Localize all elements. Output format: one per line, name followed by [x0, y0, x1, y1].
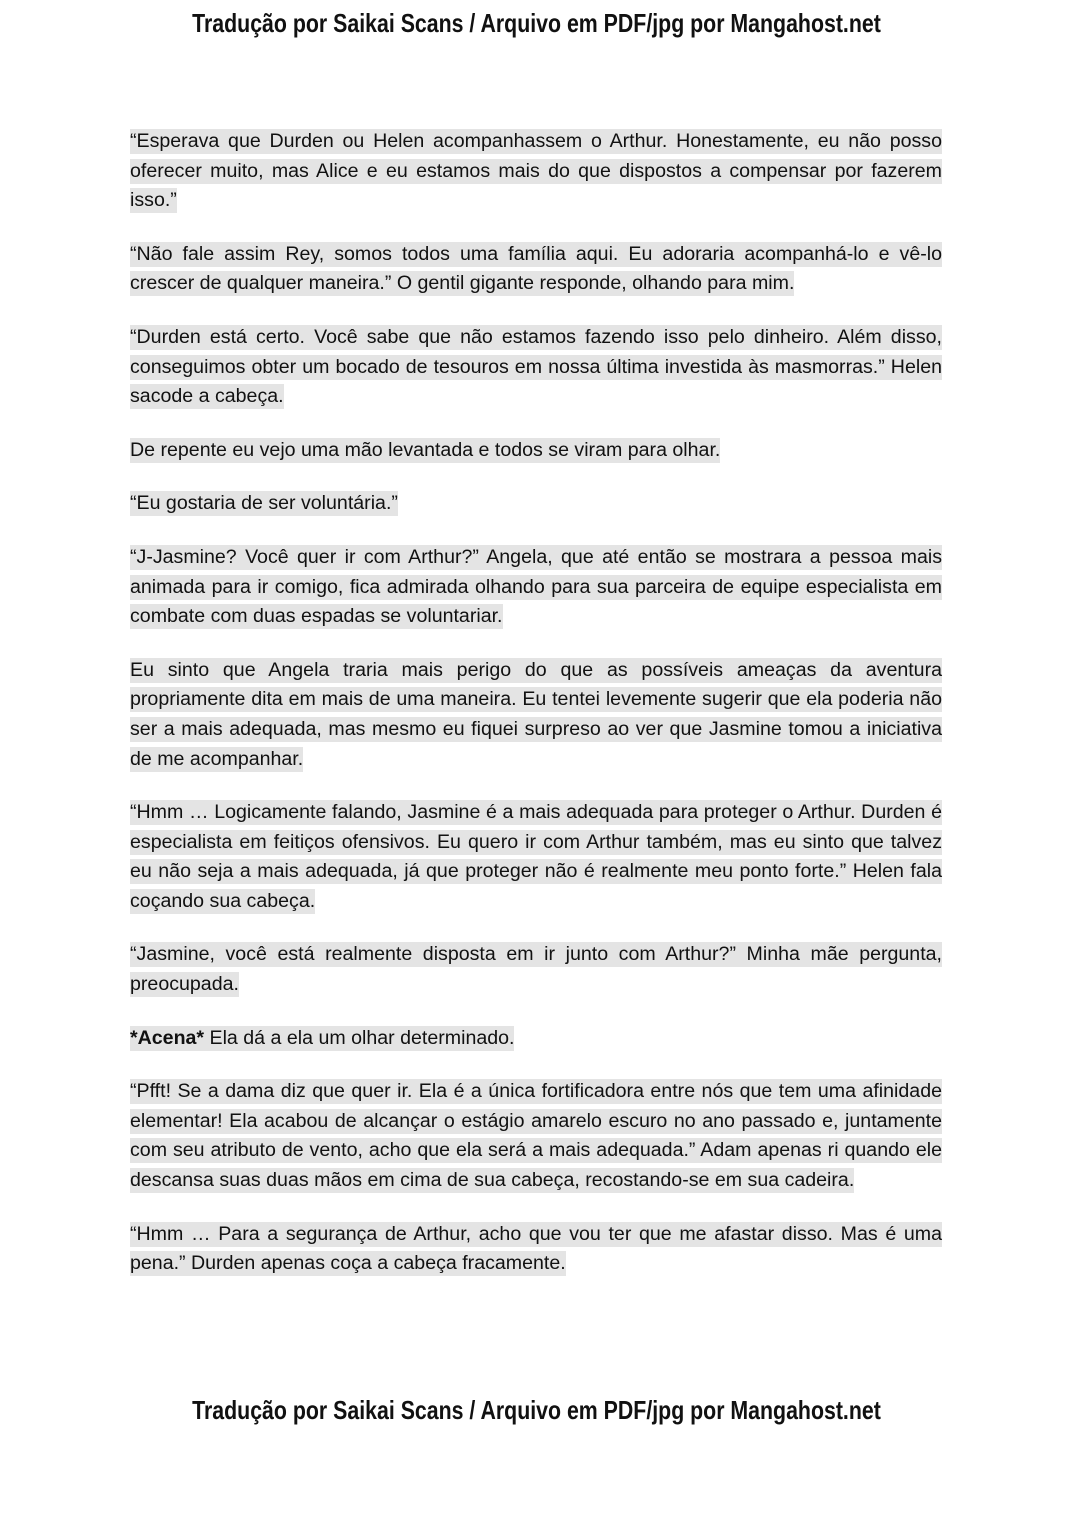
action-rest: Ela dá a ela um olhar determinado. [204, 1026, 515, 1049]
action-text: *Acena* [130, 1026, 205, 1049]
header-banner: Tradução por Saikai Scans / Arquivo em PDF/jpg por Mangahost.net [192, 8, 881, 38]
paragraph-11: “Pfft! Se a dama diz que quer ir. Ela é a única fortificadora entre nós que tem uma afinidade elementar! Ela acabou de alcançar o estágio amarelo escuro no ano passado e, juntamente com seu atributo de vento, acho que ela será a mais adequada.” Adam apenas ri quando ele descansa suas duas mãos em cima de sua cabeça, recostando-se em sua cadeira. [130, 1080, 942, 1192]
document-body [130, 127, 942, 1303]
paragraph-3: “Durden está certo. Você sabe que não estamos fazendo isso pelo dinheiro. Além disso, conseguimos obter um bocado de tesouros em nossa última investida às masmorras.” Helen sacode a cabeça. [130, 325, 942, 408]
paragraph-9: “Jasmine, você está realmente disposta em ir junto com Arthur?” Minha mãe pergunta, preocupada. [130, 943, 942, 996]
paragraph-6: “J-Jasmine? Você quer ir com Arthur?” Angela, que até então se mostrara a pessoa mais animada para ir comigo, fica admirada olhando para sua parceira de equipe especialista em combate com duas espadas se voluntariar. [130, 545, 942, 628]
paragraph-2: “Não fale assim Rey, somos todos uma família aqui. Eu adoraria acompanhá-lo e vê-lo crescer de qualquer maneira.” O gentil gigante responde, olhando para mim. [130, 242, 942, 295]
paragraph-7: Eu sinto que Angela traria mais perigo do que as possíveis ameaças da aventura propriamente dita em mais de uma maneira. Eu tentei levemente sugerir que ela poderia não ser a mais adequada, mas mesmo eu fiquei surpreso ao ver que Jasmine tomou a iniciativa de me acompanhar. [130, 658, 942, 770]
paragraph-8: “Hmm … Logicamente falando, Jasmine é a mais adequada para proteger o Arthur. Durden é especialista em feitiços ofensivos. Eu quero ir com Arthur também, mas eu sinto que talvez eu não seja a mais adequada, já que proteger não é realmente meu ponto forte.” Helen fala coçando sua cabeça. [130, 801, 942, 912]
paragraph-10 [130, 1024, 942, 1054]
paragraph-12: “Hmm … Para a segurança de Arthur, acho que vou ter que me afastar disso. Mas é uma pena.” Durden apenas coça a cabeça fracamente. [130, 1222, 942, 1275]
paragraph-1: “Esperava que Durden ou Helen acompanhassem o Arthur. Honestamente, eu não posso oferecer muito, mas Alice e eu estamos mais do que dispostos a compensar por fazerem isso.” [130, 130, 942, 212]
footer-banner: Tradução por Saikai Scans / Arquivo em PDF/jpg por Mangahost.net [192, 1395, 881, 1425]
paragraph-5: “Eu gostaria de ser voluntária.” [130, 492, 398, 515]
paragraph-4: De repente eu vejo uma mão levantada e todos se viram para olhar. [130, 438, 721, 461]
